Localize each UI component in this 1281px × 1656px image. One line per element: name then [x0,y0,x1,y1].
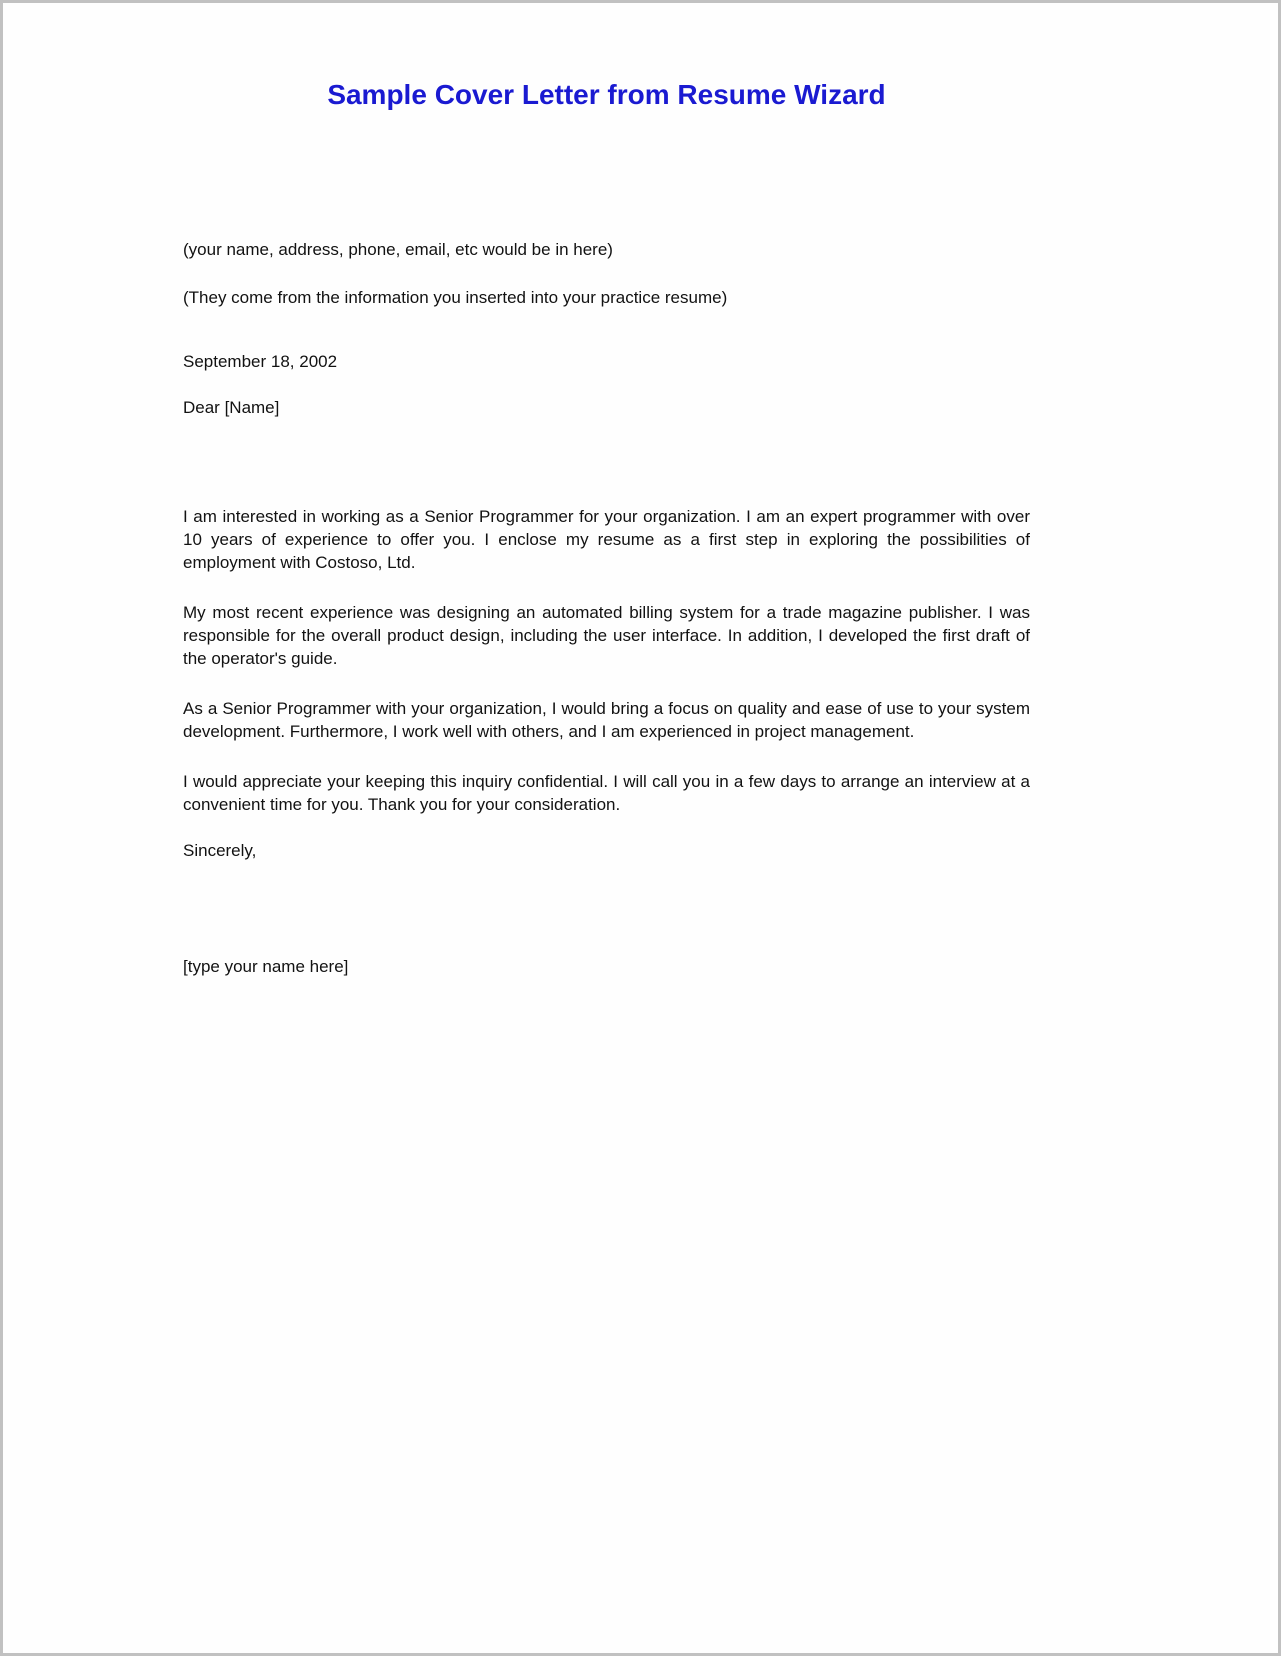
paragraph-experience: My most recent experience was designing an automated billing system for a trade magazine publisher. I was responsible for the overall product design, including the user interface. In addition, I developed the first draft of the operator's guide. [183,603,1030,668]
letter-closing: Sincerely, [183,841,257,860]
paragraph-skills: As a Senior Programmer with your organization, I would bring a focus on quality and ease of use to your system development. Furthermore, I work well with others, and I am experienced in project management. [183,699,1030,741]
sender-info-note: (They come from the information you inserted into your practice resume) [183,288,728,307]
paragraph-introduction: I am interested in working as a Senior Programmer for your organization. I am an expert programmer with over 10 years of experience to offer you. I enclose my resume as a first step in exploring the possibilities of employment with Costoso, Ltd. [183,507,1030,572]
letter-salutation: Dear [Name] [183,398,280,417]
letter-date: September 18, 2002 [183,352,338,371]
sender-info-placeholder: (your name, address, phone, email, etc would be in here) [183,240,613,259]
document-title: Sample Cover Letter from Resume Wizard [327,79,886,110]
signature-placeholder: [type your name here] [183,957,349,976]
paragraph-follow-up: I would appreciate your keeping this inquiry confidential. I will call you in a few days to arrange an interview at a convenient time for you. Thank you for your consideration. [183,772,1030,814]
